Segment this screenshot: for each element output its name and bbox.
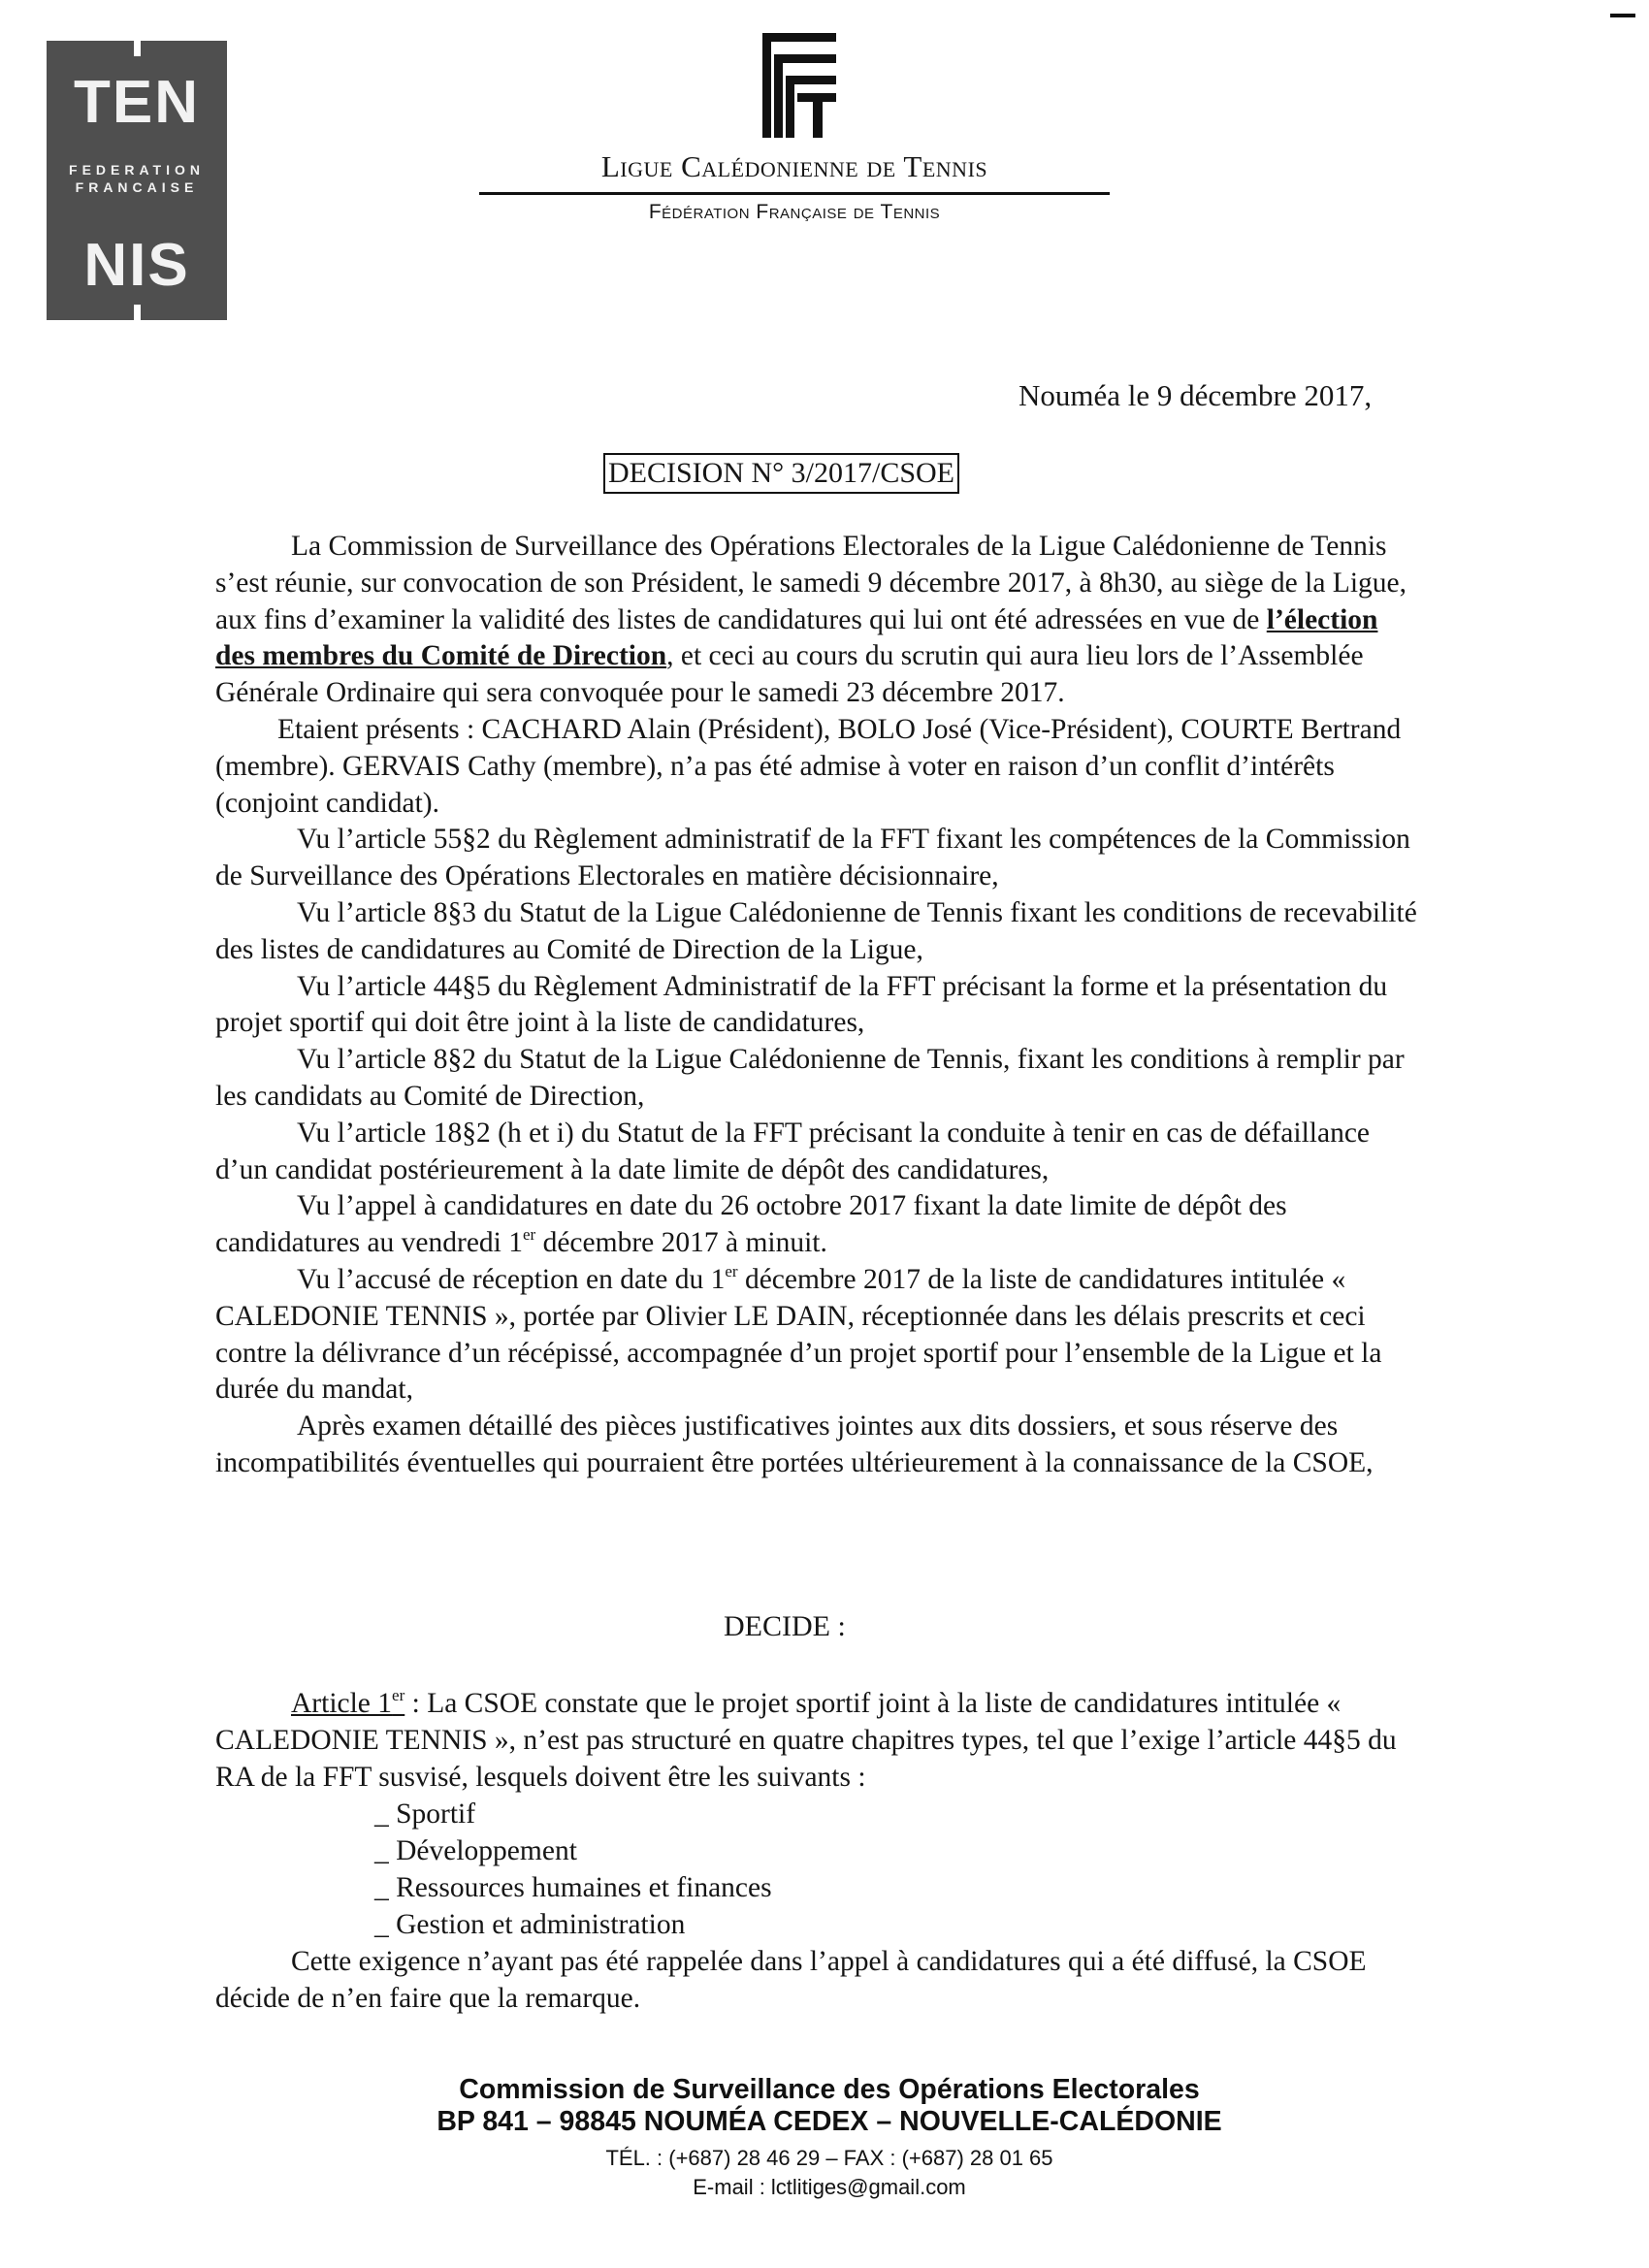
- list-item: _ Développement: [374, 1835, 577, 1866]
- footer-address: BP 841 – 98845 NOUMÉA CEDEX – NOUVELLE-CALÉDONIE: [436, 2106, 1222, 2137]
- article-1-text: [215, 1685, 1418, 1796]
- paragraph-call-for-candidates: [215, 1188, 1418, 1262]
- decide-heading: DECIDE :: [724, 1610, 846, 1642]
- footer: [242, 2074, 1416, 2202]
- article-1: [215, 1685, 1418, 2017]
- header-divider: [479, 192, 1110, 195]
- article-1-label-text: Article 1: [291, 1688, 393, 1719]
- logo-federation: FEDERATION: [69, 162, 205, 178]
- article-1-label: [291, 1688, 404, 1719]
- article-1-closing: Cette exigence n’ayant pas été rappelée dans l’appel à candidatures qui a été diffusé, la CSOE décide de n’en faire que la remarque.: [215, 1946, 1367, 2014]
- logo-francaise: FRANCAISE: [75, 179, 199, 195]
- logo-line-federation: [47, 161, 227, 196]
- fft-emblem-icon: [760, 33, 838, 138]
- footer-email: E-mail : lctlitiges@gmail.com: [693, 2175, 966, 2199]
- call-text-end: décembre 2017 à minuit.: [535, 1227, 827, 1259]
- receipt-text-end: décembre 2017 de la liste de candidatures intitulée « CALEDONIE TENNIS », portée par Olivier LE DAIN, réceptionnée dans les délais prescrits et ceci contre la délivrance d’un récépissé, accompagnée d’un projet sportif pour l’ensemble de la Ligue et la durée du mandat,: [215, 1263, 1382, 1406]
- decision-title: DECISION N° 3/2017/CSOE: [603, 453, 959, 494]
- logo-tick-top: [134, 41, 141, 56]
- receipt-sup: er: [725, 1261, 738, 1280]
- chapter-list: [215, 1796, 1418, 1943]
- list-item: _ Ressources humaines et finances: [374, 1872, 772, 1903]
- logo-line-nis: NIS: [83, 232, 190, 299]
- paragraph-article-8-3: Vu l’article 8§3 du Statut de la Ligue Calédonienne de Tennis fixant les conditions de recevabilité des listes de candidatures au Comité de Direction de la Ligue,: [215, 896, 1417, 965]
- date-line: Nouméa le 9 décembre 2017,: [1018, 378, 1373, 412]
- page-edge-mark: [1610, 14, 1635, 17]
- article-1-label-sup: er: [392, 1686, 405, 1704]
- paragraph-commission-text: La Commission de Surveillance des Opérations Electorales de la Ligue Calédonienne de Tennis s’est réunie, sur convocation de son Président, le samedi 9 décembre 2017, à 8h30, au siège de la Ligue, aux fins d’examiner la validité des listes de candidatures qui lui ont été adressées en vue de: [215, 531, 1406, 635]
- federation-subtitle: Fédération Française de Tennis: [648, 201, 941, 223]
- paragraph-present: Etaient présents : CACHARD Alain (Président), BOLO José (Vice-Président), COURTE Bertrand (membre). GERVAIS Cathy (membre), n’a pas été admise à voter en raison d’un conflit d’intérêts (conjoint candidat).: [215, 713, 1402, 819]
- logo-tick-bottom: [134, 305, 141, 320]
- call-sup: er: [523, 1225, 536, 1245]
- paragraph-article-18-2: Vu l’article 18§2 (h et i) du Statut de la FFT précisant la conduite à tenir en cas de défaillance d’un candidat postérieurement à la date limite de dépôt des candidatures,: [215, 1117, 1371, 1185]
- paragraph-commission: [215, 529, 1418, 712]
- footer-phone-fax: TÉL. : (+687) 28 46 29 – FAX : (+687) 28 01 65: [605, 2146, 1053, 2170]
- list-item: _ Gestion et administration: [374, 1909, 686, 1940]
- paragraph-receipt: [215, 1262, 1418, 1409]
- logo-line-ten: TEN: [74, 69, 200, 136]
- tennis-federation-logo: [47, 41, 227, 320]
- paragraph-article-55: Vu l’article 55§2 du Règlement administratif de la FFT fixant les compétences de la Commission de Surveillance des Opérations Electorales en matière décisionnaire,: [215, 824, 1410, 892]
- paragraph-article-8-2: Vu l’article 8§2 du Statut de la Ligue Calédonienne de Tennis, fixant les conditions à remplir par les candidats au Comité de Direction,: [215, 1044, 1405, 1112]
- election-emphasis: l’élection des membres du Comité de Direction: [215, 603, 1378, 672]
- paragraph-article-44-5: Vu l’article 44§5 du Règlement Administratif de la FFT précisant la forme et la présentation du projet sportif qui doit être joint à la liste de candidatures,: [215, 970, 1388, 1039]
- decision-body: [215, 529, 1418, 1482]
- league-title: Ligue Calédonienne de Tennis: [600, 149, 988, 183]
- footer-commission: Commission de Surveillance des Opérations Electorales: [459, 2074, 1200, 2105]
- receipt-text: Vu l’accusé de réception en date du 1: [297, 1263, 726, 1295]
- paragraph-examination: Après examen détaillé des pièces justificatives jointes aux dits dossiers, et sous réserve des incompatibilités éventuelles qui pourraient être portées ultérieurement à la connaissance de la CSOE,: [215, 1410, 1374, 1478]
- call-text: Vu l’appel à candidatures en date du 26 octobre 2017 fixant la date limite de dépôt des candidatures au vendredi 1: [215, 1190, 1287, 1259]
- list-item: _ Sportif: [374, 1798, 476, 1830]
- paragraph-commission-end: , et ceci au cours du scrutin qui aura lieu lors de l’Assemblée Générale Ordinaire qui sera convoquée pour le samedi 23 décembre 2017.: [215, 640, 1364, 709]
- article-1-body: : La CSOE constate que le projet sportif joint à la liste de candidatures intitulée « CALEDONIE TENNIS », n’est pas structuré en quatre chapitres types, tel que l’exige l’article 44§5 du RA de la FFT susvisé, lesquels doivent être les suivants :: [215, 1688, 1397, 1793]
